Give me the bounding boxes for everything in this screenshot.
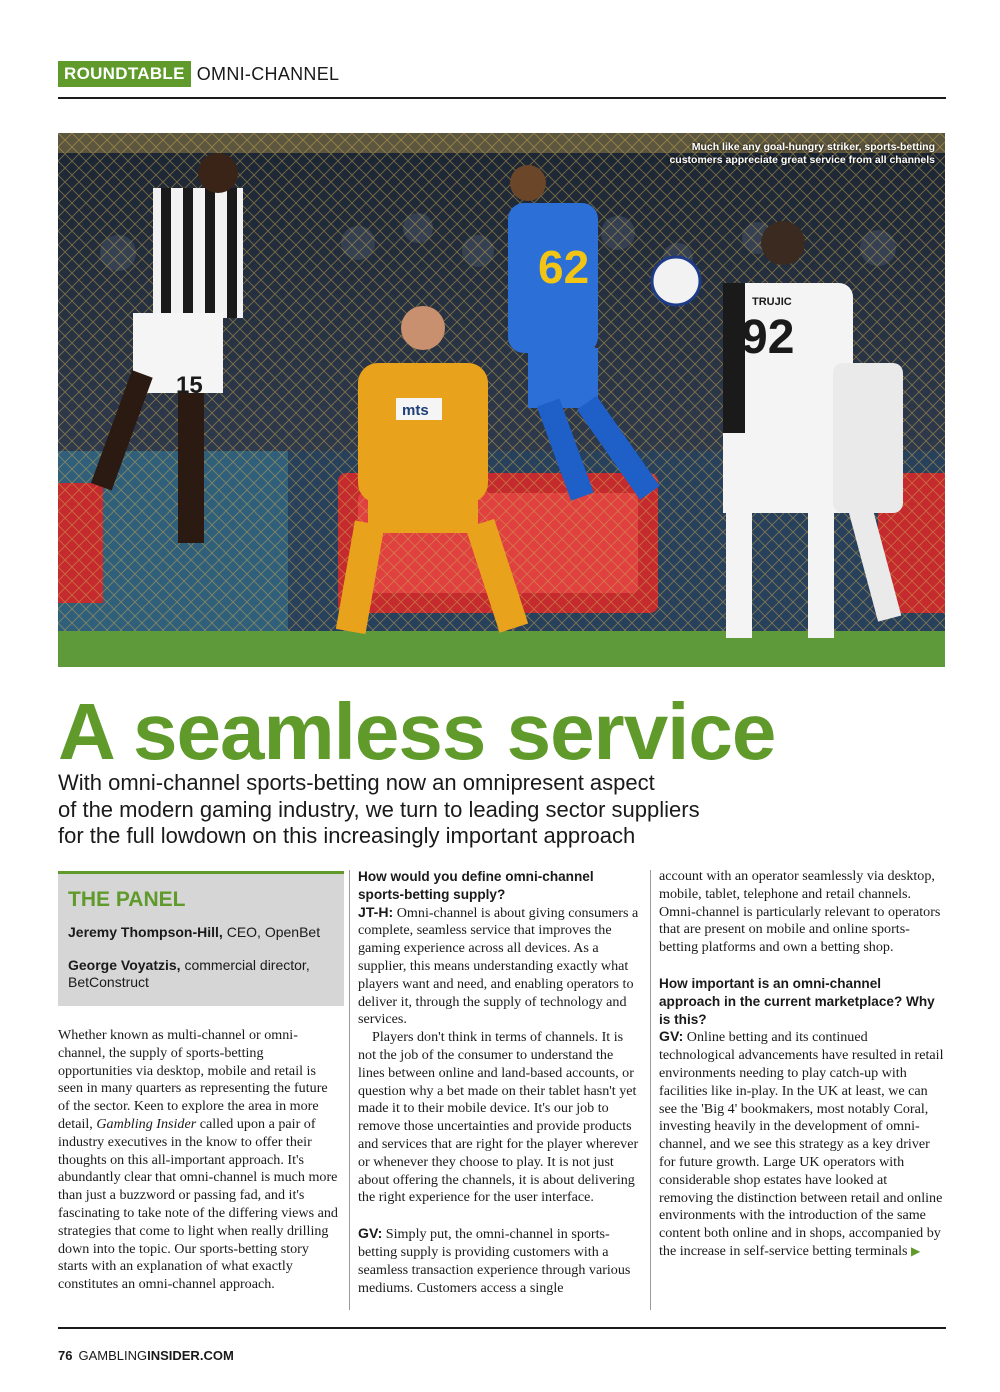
answer-3-continued: account with an operator seamlessly via desktop, mobile, tablet, telephone and retail channels. Omni-channel is particularly relevant to operators that are present on mobile and online sports-betting platforms and own a betting shop. [659, 868, 941, 956]
footer-rule [58, 1327, 946, 1329]
caption-line-1: Much like any goal-hungry striker, sports-betting [691, 141, 935, 153]
shirt-number-62: 62 [538, 241, 590, 293]
section-tag: ROUNDTABLE [58, 61, 191, 87]
hero-photo [58, 133, 945, 667]
continue-arrow-icon: ▶ [911, 1243, 921, 1258]
column-1 [58, 1027, 340, 1294]
player-name-trujic: TRUJIC [752, 296, 792, 308]
column-3 [659, 868, 944, 1261]
headline: A seamless service [58, 687, 776, 776]
panel-title: THE PANEL [68, 888, 186, 911]
panel-box [58, 871, 344, 1006]
standfirst-line-2: of the modern gaming industry, we turn to leading sector suppliers [58, 796, 700, 822]
answer-1 [358, 904, 642, 1030]
section-topic: OMNI-CHANNEL [196, 63, 340, 84]
publication-name: Gambling Insider [96, 1115, 197, 1132]
shirt-number-92: 92 [741, 311, 795, 364]
panel-member-1-name: Jeremy Thompson-Hill, [68, 924, 223, 940]
panel-member-1-role: CEO, OpenBet [222, 924, 321, 940]
brand-insider: INSIDER [147, 1348, 200, 1363]
answer-4 [659, 1028, 944, 1260]
standfirst-line-3: for the full lowdown on this increasingly important approach [58, 823, 636, 848]
page-number: 76 [58, 1348, 73, 1363]
column-divider-1 [349, 870, 350, 1310]
question-2: How important is an omni-channel approach in the current marketplace? Why is this? [659, 975, 935, 1027]
answer-3-text: Simply put, the omni-channel in sports-betting supply is providing customers with a seamless transaction experience through various mediums. Customers access a single [358, 1226, 631, 1296]
football-scene-illustration [58, 133, 945, 667]
intro-paragraph [58, 1027, 340, 1294]
column-divider-2 [650, 870, 651, 1310]
caption-line-2: customers appreciate great service from all channels [669, 154, 935, 166]
intro-text-b: called upon a pair of industry executives in the know to offer their thoughts on this all-important approach. It's abundantly clear that omni-channel is much more than just a buzzword or passing fad, and it's fascinating to take note of the differing views and strategies that come to light when really drilling down into the topic. Our sports-betting story starts with an explanation of what exactly constitutes an omni-channel approach. [58, 1115, 338, 1293]
question-1: How would you define omni-channel sports-betting supply? [358, 869, 594, 902]
speaker-gv: GV: [358, 1225, 383, 1242]
column-2 [358, 868, 642, 1297]
panel-member-2-role: commercial director, BetConstruct [68, 957, 310, 990]
panel-member-1 [68, 924, 334, 941]
footer [58, 1348, 234, 1364]
speaker-gv: GV: [659, 1028, 684, 1045]
answer-1-text: Omni-channel is about giving consumers a complete, seamless service that improves the gaming experience across all devices. As a supplier, this means understanding exactly what players want and need, and enabling operators to deliver it, through the supply of technology and services. [358, 904, 639, 1028]
section-header [58, 60, 339, 88]
sponsor-mts: mts [402, 402, 429, 419]
answer-2: Players don't think in terms of channels. It is not the job of the consumer to understand the lines between online and land-based accounts, or question why a bet made on their tablet hasn't yet made it to their mobile device. It's our job to remove those uncertainties and provide products and services that are right for the player wherever or whenever they choose to play. It is not just about offering the channels, it is about delivering the right experience for the user interface. [358, 1029, 639, 1206]
answer-3 [358, 1225, 642, 1297]
panel-member-2 [68, 957, 334, 991]
paragraph-gap [358, 1207, 642, 1225]
football [652, 257, 700, 305]
answer-4-text: Online betting and its continued technological advancements have resulted in retail environments needing to play catch-up with facilities like in-play. In the UK at least, we can see the 'Big 4' bookmakers, most notably Coral, investing heavily in the development of omni-channel, and we see this strategy as a key driver for future growth. Large UK operators with considerable shop estates have looked at removing the distinction between retail and online environments with the introduction of the same content both online and in shops, accompanied by the increase in self-service betting terminals [659, 1029, 944, 1259]
header-rule [58, 97, 946, 99]
shirt-number-15: 15 [176, 372, 203, 399]
brand-gambling: GAMBLING [78, 1348, 148, 1363]
intro-text-a: Whether known as multi-channel or omni-channel, the supply of sports-betting opportunities via desktop, mobile and retail is seen in many quarters as representing the future of the sector. Keen to explore the area in more detail, [58, 1027, 328, 1132]
paragraph-gap [659, 957, 944, 975]
speaker-jth: JT-H: [358, 903, 394, 920]
panel-member-2-name: George Voyatzis, [68, 957, 181, 973]
standfirst-line-1: With omni-channel sports-betting now an omnipresent aspect [58, 770, 655, 795]
brand-com: .COM [199, 1348, 234, 1363]
standfirst [58, 770, 838, 850]
photo-caption [669, 141, 935, 167]
